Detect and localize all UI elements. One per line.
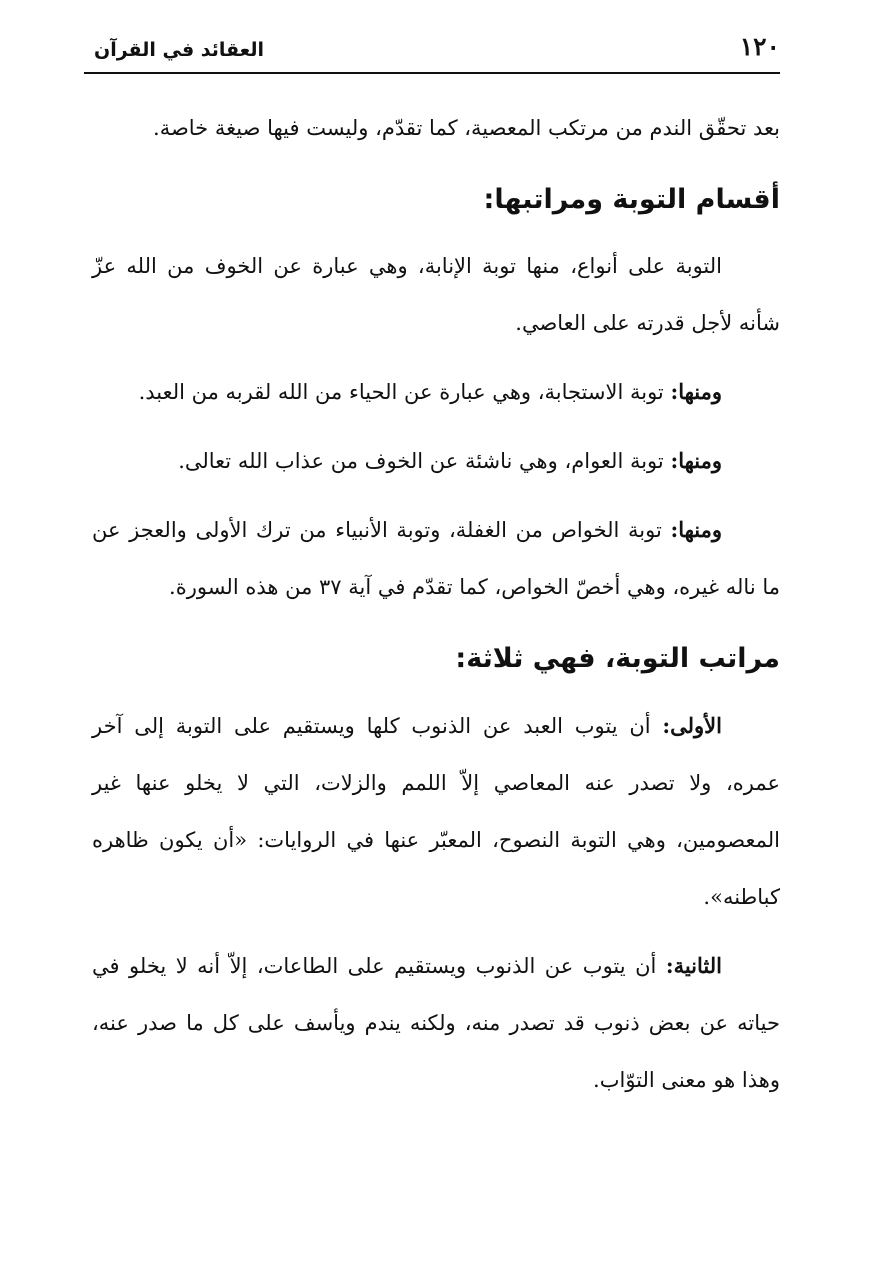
paragraph-text: توبة الاستجابة، وهي عبارة عن الحياء من الله لقربه من العبد. xyxy=(138,380,671,404)
paragraph-text: توبة العوام، وهي ناشئة عن الخوف من عذاب الله تعالى. xyxy=(178,449,671,473)
section-heading-repentance-types: أقسام التوبة ومراتبها: xyxy=(483,184,780,215)
paragraph-lead: ومنها: xyxy=(670,448,722,473)
page-header xyxy=(84,28,780,74)
paragraph-text: أن يتوب العبد عن الذنوب كلها ويستقيم على التوبة إلى آخر عمره، ولا تصدر عنه المعاصي إلاّ اللمم والزلات، التي لا يخلو عنها غير المعصومين، وهي التوبة النصوح، المعبّر عنها في الروايات: «أن يكون ظاهره كباطنه». xyxy=(92,714,780,909)
page-body xyxy=(92,100,780,1120)
paragraph-elite-repentance xyxy=(92,501,780,616)
running-title: العقائد في القرآن xyxy=(94,39,265,61)
paragraph-response-repentance xyxy=(92,363,780,421)
paragraph-text: أن يتوب عن الذنوب ويستقيم على الطاعات، إلاّ أنه لا يخلو في حياته عن بعض ذنوب قد تصدر منه، ولكنه يندم ويأسف على كل ما صدر عنه، وهذا هو معنى التوّاب. xyxy=(92,954,780,1092)
paragraph-lead: ومنها: xyxy=(670,379,722,404)
paragraph-lead: الثانية: xyxy=(665,953,722,978)
paragraph-common-repentance xyxy=(92,432,780,490)
paragraph-continuation: بعد تحقّق الندم من مرتكب المعصية، كما تقدّم، وليست فيها صيغة خاصة. xyxy=(153,116,780,140)
paragraph-text: توبة الخواص من الغفلة، وتوبة الأنبياء من ترك الأولى والعجز عن ما ناله غيره، وهي أخصّ الخواص، كما تقدّم في آية ٣٧ من هذه السورة. xyxy=(92,518,780,599)
page-number: ١٢٠ xyxy=(739,32,780,61)
paragraph-lead: ومنها: xyxy=(670,517,722,542)
section-heading-repentance-levels: مراتب التوبة، فهي ثلاثة: xyxy=(455,643,780,674)
paragraph-repentance-types: التوبة على أنواع، منها توبة الإنابة، وهي عبارة عن الخوف من الله عزّ شأنه لأجل قدرته على العاصي. xyxy=(92,254,780,335)
paragraph-second-level xyxy=(92,937,780,1109)
paragraph-first-level xyxy=(92,697,780,926)
paragraph-lead: الأولى: xyxy=(662,713,722,738)
